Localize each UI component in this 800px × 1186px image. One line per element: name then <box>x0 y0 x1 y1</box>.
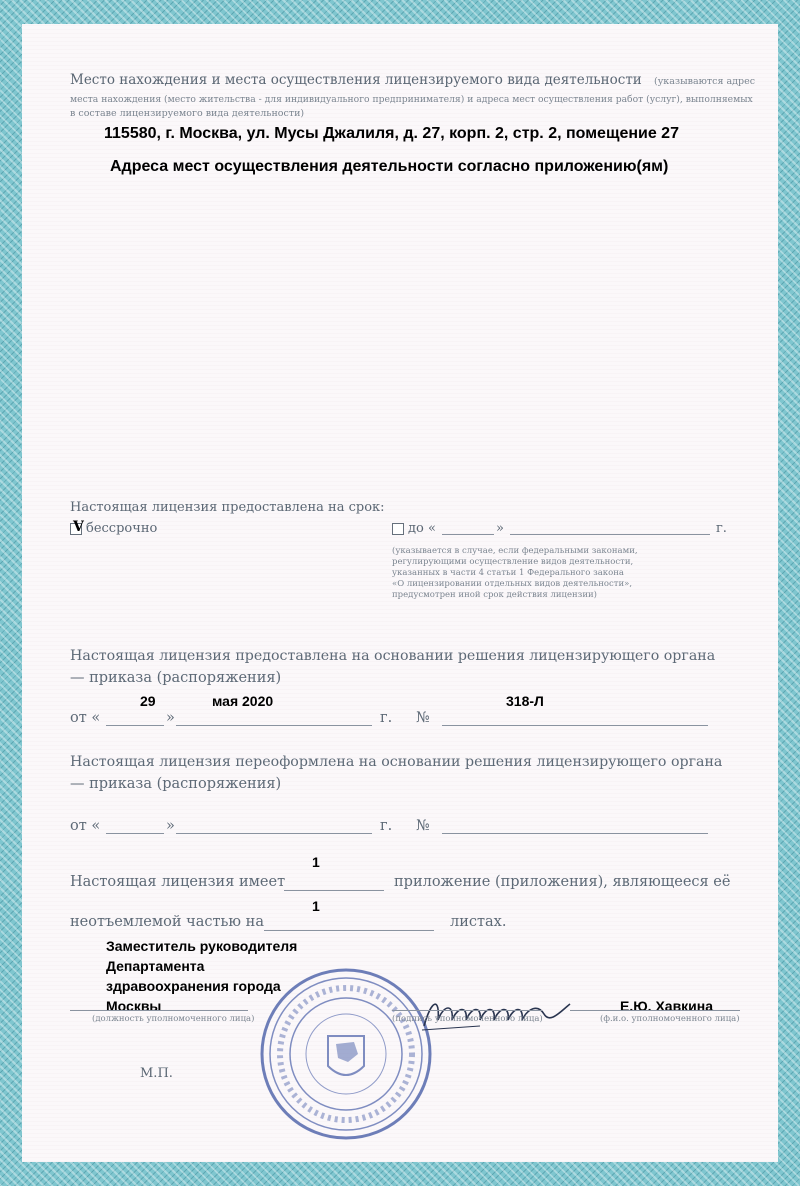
signatory-position-1: Заместитель руководителя <box>106 938 298 954</box>
grant-number-label: № <box>416 710 430 726</box>
signatory-position-4: Москвы <box>106 998 162 1014</box>
until-checkbox <box>392 523 404 535</box>
reissue-number-label: № <box>416 818 430 834</box>
annex-count-line <box>284 890 384 891</box>
until-year-suffix: г. <box>716 521 727 536</box>
until-note-3: указанных в части 4 статьи 1 Федерального закона <box>392 568 624 578</box>
reissue-day-line <box>106 833 164 834</box>
reissue-close-quote: » <box>166 818 175 834</box>
until-day-line <box>442 534 494 535</box>
reissue-from-label: от « <box>70 818 101 834</box>
annex-count: 1 <box>312 854 320 870</box>
grant-number-line <box>442 725 708 726</box>
indefinite-label: бессрочно <box>86 521 158 536</box>
grant-number: 318-Л <box>506 693 544 709</box>
grant-month-line <box>176 725 372 726</box>
annex-line-1-start: Настоящая лицензия имеет <box>70 874 286 890</box>
annex-line-1-end: приложение (приложения), являющееся её <box>394 874 731 890</box>
license-form <box>22 24 778 1162</box>
grant-line-2: — приказа (распоряжения) <box>70 670 282 686</box>
annex-line-2-end: листах. <box>450 914 507 930</box>
annex-sheets: 1 <box>312 898 320 914</box>
until-close-quote: » <box>496 521 504 536</box>
reissue-month-line <box>176 833 372 834</box>
grant-day: 29 <box>140 693 156 709</box>
reissue-line-1: Настоящая лицензия переоформлена на основании решения лицензирующего органа <box>70 754 723 770</box>
annex-line-2-start: неотъемлемой частью на <box>70 914 264 930</box>
license-address: 115580, г. Москва, ул. Мусы Джалиля, д. 27, корп. 2, стр. 2, помещение 27 <box>104 125 679 142</box>
until-note-2: регулирующими осуществление видов деятельности, <box>392 557 634 567</box>
signatory-name: Е.Ю. Хавкина <box>620 998 714 1014</box>
reissue-year-suffix: г. <box>380 818 393 834</box>
reissue-line-2: — приказа (распоряжения) <box>70 776 282 792</box>
until-label: до « <box>408 521 436 536</box>
until-note-4: «О лицензировании отдельных видов деятельности», <box>392 579 633 589</box>
signatory-position-2: Департамента <box>106 958 205 974</box>
place-note-3: в составе лицензируемого вида деятельности) <box>70 108 305 119</box>
grant-day-line <box>106 725 164 726</box>
seal-label: М.П. <box>140 1066 173 1081</box>
until-note-5: предусмотрен иной срок действия лицензии) <box>392 590 597 600</box>
grant-year-suffix: г. <box>380 710 393 726</box>
until-month-line <box>510 534 710 535</box>
place-note-2: места нахождения (место жительства - для индивидуального предпринимателя) и адреса мест осуществления работ (услуг), выполняемых <box>70 94 753 105</box>
position-note: (должность уполномоченного лица) <box>92 1014 255 1024</box>
name-note: (ф.и.о. уполномоченного лица) <box>600 1014 740 1024</box>
until-note-1: (указывается в случае, если федеральными законами, <box>392 546 638 556</box>
addresses-note: Адреса мест осуществления деятельности согласно приложению(ям) <box>110 158 669 175</box>
reissue-number-line <box>442 833 708 834</box>
grant-line-1: Настоящая лицензия предоставлена на основании решения лицензирующего органа <box>70 648 716 664</box>
grant-close-quote: » <box>166 710 175 726</box>
place-title: Место нахождения и места осуществления лицензируемого вида деятельности <box>70 72 642 88</box>
grant-month-year: мая 2020 <box>212 693 274 709</box>
signature-note: (подпись уполномоченного лица) <box>392 1014 543 1024</box>
name-line <box>570 1010 740 1011</box>
indefinite-checkmark: V <box>73 519 84 535</box>
term-title: Настоящая лицензия предоставлена на срок: <box>70 500 385 515</box>
position-line <box>70 1010 248 1011</box>
department-seal <box>258 966 434 1142</box>
place-note-1: (указываются адрес <box>654 76 756 87</box>
grant-from-label: от « <box>70 710 101 726</box>
signature-line <box>392 1010 542 1011</box>
signatory-position-3: здравоохранения города <box>106 978 281 994</box>
annex-sheets-line <box>264 930 434 931</box>
